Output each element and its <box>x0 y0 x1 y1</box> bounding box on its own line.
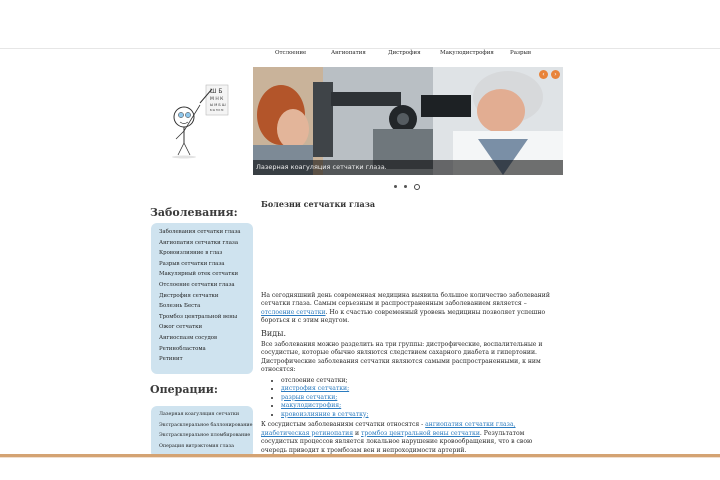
slider-dot[interactable] <box>404 185 407 188</box>
nav-link-detachment[interactable]: Отслоение <box>275 50 307 56</box>
list-item <box>281 411 553 419</box>
article-intro: На сегодняшний день современная медицина выявила большое количество заболеваний сетчатки глаза. Самым серьезным и распространенным заболеванием является – отслоение сетчатки. Но к счастью современный уровень медицины позволяет успешно бороться и с этим недугом. <box>261 291 550 325</box>
diseases-heading: Заболевания: <box>150 206 238 219</box>
list-item-link[interactable]: кровоизлияние в сетчатку; <box>281 410 369 418</box>
article-paragraph-vascular: К сосудистым заболеваниям сетчатки относятся - ангиопатия сетчатки глаза, диабетическая ретинопатия и тромбоз центральной вены сетчатки. Результатом сосудистых процессов является локальное нарушение кровообращения, что в свою очередь приводит к тромбозам вен и непроходимости артерий. <box>261 420 533 454</box>
sidebar-item-disease[interactable]: Ожог сетчатки <box>159 324 203 331</box>
list-item-text: отслоение сетчатки; <box>281 376 348 384</box>
list-item-link[interactable]: разрыв сетчатки; <box>281 393 338 401</box>
link-vein-thrombosis[interactable]: тромбоз центральной вены сетчатки <box>361 429 480 437</box>
slider-dot[interactable] <box>394 185 397 188</box>
sidebar-item-disease[interactable]: Дистрофия сетчатки <box>159 292 219 299</box>
sidebar-item-disease[interactable]: Ретинобластома <box>159 345 206 352</box>
sidebar-item-disease[interactable]: Макулярный отек сетчатки <box>159 271 239 278</box>
operations-menu <box>151 406 253 458</box>
slider-prev-button[interactable]: ‹ <box>539 70 548 79</box>
sidebar-item-disease[interactable]: Ретинит <box>159 356 183 363</box>
sidebar-item-disease[interactable]: Заболевания сетчатки глаза <box>159 229 241 235</box>
svg-text:Б Ы Н К М: Б Ы Н К М <box>210 109 224 112</box>
sidebar-item-disease[interactable]: Ангиоспазм сосудов <box>159 334 218 341</box>
article <box>261 200 553 455</box>
top-navigation <box>262 50 562 62</box>
slider-photo <box>253 67 563 175</box>
svg-text:М Н К: М Н К <box>210 97 224 102</box>
sidebar-item-disease[interactable]: Разрыв сетчатки глаза <box>159 260 225 267</box>
link-retinal-detachment[interactable]: отслоение сетчатки <box>261 308 326 316</box>
sidebar-item-operation[interactable]: Экстрасклеральное пломбирование <box>159 433 251 439</box>
sidebar-item-disease[interactable]: Тромбоз центральной вены <box>159 313 238 320</box>
sidebar-item-disease[interactable]: Отслоение сетчатки глаза <box>159 281 235 288</box>
list-item-link[interactable]: макулодистрофия; <box>281 402 342 410</box>
slider-dot-active[interactable] <box>414 184 420 190</box>
slider-pagination <box>392 183 422 191</box>
eye-chart-mascot-logo <box>168 83 236 159</box>
header-divider <box>0 48 720 49</box>
dystrophic-list <box>261 377 553 419</box>
list-item <box>281 385 553 393</box>
article-paragraph: Дистрофические заболевания сетчатки являются самыми распространенными, к ним относятся: <box>261 357 541 374</box>
nav-link-rupture[interactable]: Разрыв <box>510 50 531 56</box>
image-slider[interactable] <box>253 67 563 175</box>
diseases-menu <box>151 223 253 374</box>
section-heading-types: Виды. <box>261 328 287 338</box>
nav-link-dystrophy[interactable]: Дистрофия <box>388 50 421 56</box>
sidebar-item-operation[interactable]: Операция витрэктомия глаза <box>159 443 234 449</box>
sidebar-item-operation[interactable]: Экстрасклеральное баллонирование <box>159 422 253 428</box>
sidebar-item-operation[interactable]: Лазерная коагуляция сетчатки <box>159 412 240 417</box>
slider-caption: Лазерная коагуляция сетчатки глаза. <box>253 160 563 175</box>
sidebar-item-disease[interactable]: Болезнь Беста <box>159 303 201 310</box>
sidebar-item-disease[interactable]: Кровоизлияние в глаз <box>159 250 223 257</box>
nav-link-macular[interactable]: Макулодистрофия <box>440 50 494 56</box>
svg-text:Ш Б: Ш Б <box>210 88 223 95</box>
list-item <box>281 377 553 385</box>
link-angiopathy[interactable]: ангиопатия сетчатки глаза, диабетическая ретинопатия <box>261 420 516 437</box>
article-paragraph: Все заболевания можно разделить на три группы: дистрофические, воспалительные и сосудистые, которые обычно являются следствием сахарного диабета и гипертонии. <box>261 340 543 357</box>
article-title: Болезни сетчатки глаза <box>261 199 376 209</box>
list-item-link[interactable]: дистрофия сетчатки; <box>281 385 350 393</box>
slider-next-button[interactable]: › <box>551 70 560 79</box>
sidebar-item-disease[interactable]: Ангиопатия сетчатки глаза <box>159 239 239 246</box>
list-item <box>281 402 553 410</box>
nav-link-angiopathy[interactable]: Ангиопатия <box>331 50 366 56</box>
operations-heading: Операции: <box>150 383 218 396</box>
list-item <box>281 394 553 402</box>
footer-divider-shadow <box>0 457 720 458</box>
svg-text:Ы М Б Ш: Ы М Б Ш <box>210 103 226 107</box>
